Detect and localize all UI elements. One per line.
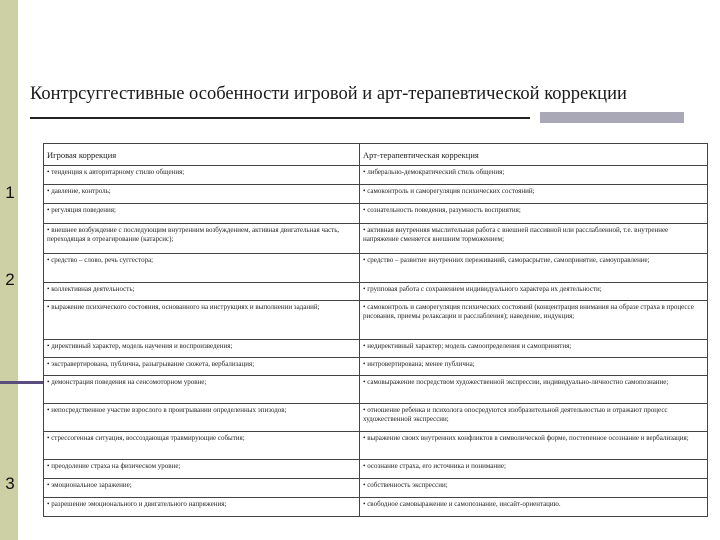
table-row bbox=[44, 432, 708, 460]
header-game-correction: Игровая коррекция bbox=[44, 144, 360, 166]
game-cell: • экстравертирована, публична, разыгрывание сюжета, вербализация; bbox=[44, 358, 360, 376]
table-row bbox=[44, 204, 708, 224]
section-number-2: 2 bbox=[5, 270, 15, 289]
comparison-table bbox=[43, 143, 708, 517]
title-accent-bar bbox=[540, 112, 684, 123]
art-cell: • осознание страха, его источника и понимание; bbox=[360, 460, 708, 479]
game-cell: • демонстрация поведения на сенсомоторном уровне; bbox=[44, 376, 360, 404]
game-cell: • непосредственное участие взрослого в проигрывании определенных эпизодов; bbox=[44, 404, 360, 432]
art-cell: • свободное самовыражение и самопознание, инсайт-ориентацию. bbox=[360, 498, 708, 517]
art-cell: • отношение ребенка и психолога опосредуются изобразительной деятельностью и отражают процесс художественной экспрессии; bbox=[360, 404, 708, 432]
game-cell: • директивный характер, модель научения и воспроизведения; bbox=[44, 340, 360, 358]
table-row bbox=[44, 404, 708, 432]
game-cell: • средство – слово, речь суггестора; bbox=[44, 254, 360, 283]
game-cell: • коллективная деятельность; bbox=[44, 283, 360, 301]
art-cell: • либерально-демократический стиль общения; bbox=[360, 166, 708, 185]
table-row bbox=[44, 498, 708, 517]
table-row bbox=[44, 301, 708, 340]
art-cell: • сознательность поведения, разумность восприятия; bbox=[360, 204, 708, 224]
game-cell: • регуляция поведения; bbox=[44, 204, 360, 224]
table-row bbox=[44, 283, 708, 301]
table-header-row bbox=[44, 144, 708, 166]
art-cell: • интровертирована; менее публична; bbox=[360, 358, 708, 376]
art-cell: • групповая работа с сохранением индивидуального характера их деятельности; bbox=[360, 283, 708, 301]
game-cell: • внешнее возбуждение с последующим внутренним возбуждением, активная двигательная часть, переходящая в отреагирование (катарсис); bbox=[44, 224, 360, 254]
table-row bbox=[44, 358, 708, 376]
art-cell: • выражение своих внутренних конфликтов в символической форме, постепенное осознание и вербализация; bbox=[360, 432, 708, 460]
table-row bbox=[44, 254, 708, 283]
table-row bbox=[44, 224, 708, 254]
art-cell: • самоконтроль и саморегуляция психических состояний (концентрация внимания на образе страха в процессе рисования, приемы релаксации и расслабления); наведение, индукция; bbox=[360, 301, 708, 340]
section-number-1: 1 bbox=[5, 183, 15, 202]
table-row bbox=[44, 460, 708, 479]
art-cell: • самоконтроль и саморегуляция психических состояний; bbox=[360, 185, 708, 204]
slide-title: Контрсуггестивные особенности игровой и арт-терапевтической коррекции bbox=[30, 84, 627, 104]
section-number-3: 3 bbox=[5, 474, 15, 493]
game-cell: • стрессогенная ситуация, воссоздающая травмирующие события; bbox=[44, 432, 360, 460]
table-row bbox=[44, 479, 708, 498]
art-cell: • активная внутренняя мыслительная работа с внешней пассивной или расслабленной, т.е. внутреннее напряжение сменяется внешним торможением; bbox=[360, 224, 708, 254]
game-cell: • разрешение эмоционального и двигательного напряжения; bbox=[44, 498, 360, 517]
art-cell: • средство – развитие внутренних переживаний, саморасрытие, самопринятие, самоуправление; bbox=[360, 254, 708, 283]
art-cell: • недирективный характер; модель самоопределения и самопринятия; bbox=[360, 340, 708, 358]
title-underline bbox=[30, 117, 530, 119]
header-art-correction: Арт-терапевтическая коррекция bbox=[360, 144, 708, 166]
decorative-left-rule bbox=[0, 381, 43, 384]
table-row bbox=[44, 376, 708, 404]
table-row bbox=[44, 340, 708, 358]
art-cell: • самовыражение посредством художественной экспрессии, индивидуально-личностно самопознание; bbox=[360, 376, 708, 404]
game-cell: • эмоциональное заражение; bbox=[44, 479, 360, 498]
game-cell: • преодоление страха на физическом уровне; bbox=[44, 460, 360, 479]
game-cell: • тенденция к авторитарному стилю общения; bbox=[44, 166, 360, 185]
table-row bbox=[44, 185, 708, 204]
table-row bbox=[44, 166, 708, 185]
game-cell: • давление, контроль; bbox=[44, 185, 360, 204]
game-cell: • выражение психического состояния, основанного на инструкциях и выполнении заданий; bbox=[44, 301, 360, 340]
art-cell: • собственность экспрессии; bbox=[360, 479, 708, 498]
